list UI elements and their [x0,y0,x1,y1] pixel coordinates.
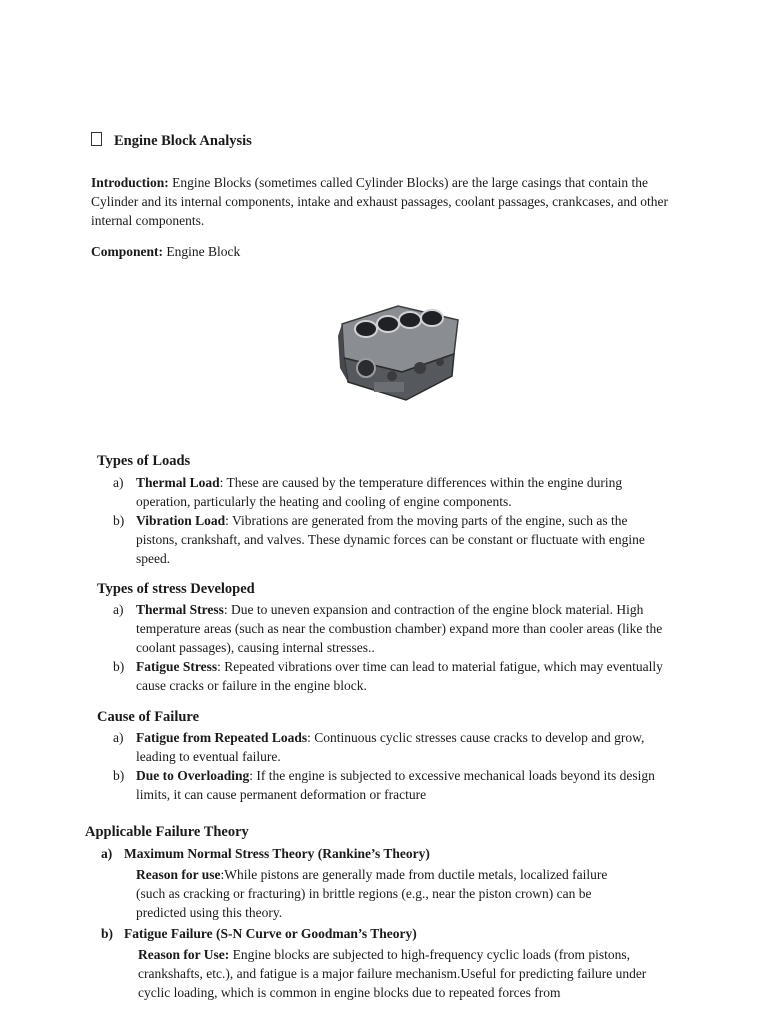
document-title [91,132,252,151]
types-of-stress-section [97,580,697,695]
cause-of-failure-heading: Cause of Failure [97,709,200,725]
checkbox-bullet-icon [91,132,102,146]
list-item-text: : Due to uneven expansion and contraction of the engine block material. High temperature areas (such as near the combustion chamber) expand more than cooler areas (like the coolant passages), causing internal stresses.. [136,602,663,655]
types-of-loads-heading: Types of Loads [97,453,191,469]
theory-list [85,844,705,863]
reason-label: Reason for Use: [138,947,230,962]
intro-text: Engine Blocks (sometimes called Cylinder Blocks) are the large casings that contain the Cylinder and its internal components, intake and exhaust passages, coolant passages, crankcases, and other internal components. [91,175,668,228]
list-item-text: : If the engine is subjected to excessive mechanical loads beyond its design limits, it can cause permanent deformation or fracture [136,768,655,802]
stress-list [97,600,697,695]
theory-item [85,924,705,943]
failure-list [97,728,717,804]
list-item-text: : Vibrations are generated from the moving parts of the engine, such as the pistons, crankshaft, and valves. These dynamic forces can be constant or fluctuate with engine speed. [136,513,645,566]
loads-list [97,473,697,568]
list-item-text: : Repeated vibrations over time can lead to material fatigue, which may eventually cause cracks or failure in the engine block. [136,659,663,693]
introduction-paragraph [91,173,671,230]
list-marker: a) [101,846,113,861]
list-marker: a) [113,730,124,745]
theory-item [85,844,705,863]
list-marker: a) [113,602,124,617]
intro-label: Introduction: [91,175,169,190]
list-item [97,600,664,657]
theory-reason [85,865,616,922]
engine-block-image [336,302,464,402]
list-marker: b) [113,513,125,528]
list-item-term: Fatigue Stress [136,659,218,674]
list-marker: b) [113,659,125,674]
failure-theory-heading: Applicable Failure Theory [85,824,249,840]
list-marker: b) [101,926,114,941]
component-value: Engine Block [166,244,241,259]
failure-theory-section [85,823,705,1002]
cause-of-failure-section [97,708,717,804]
list-item [97,766,676,804]
list-item-term: Due to Overloading [136,768,250,783]
theory-name: Maximum Normal Stress Theory (Rankine’s Theory) [124,846,430,861]
list-item [97,511,656,568]
title-text: Engine Block Analysis [114,133,252,149]
list-marker: a) [113,475,124,490]
component-paragraph [91,242,671,261]
list-item-term: Fatigue from Repeated Loads [136,730,308,745]
types-of-stress-heading: Types of stress Developed [97,581,255,597]
list-marker: b) [113,768,125,783]
list-item-term: Vibration Load [136,513,226,528]
list-item-term: Thermal Load [136,475,220,490]
list-item [97,473,666,511]
theory-name: Fatigue Failure (S-N Curve or Goodman’s Theory) [124,926,417,941]
list-item-text: : Continuous cyclic stresses cause cracks to develop and grow, leading to eventual failure. [136,730,645,764]
list-item [97,728,676,766]
theory-reason [85,945,654,1002]
types-of-loads-section [97,452,697,568]
reason-text: :While pistons are generally made from ductile metals, localized failure (such as cracking or fracturing) in brittle regions (e.g., near the piston crown) can be predicted using this theory. [136,867,608,920]
component-label: Component: [91,244,164,259]
theory-list-continued [85,924,705,943]
list-item [97,657,666,695]
reason-label: Reason for use [136,867,221,882]
reason-text: Engine blocks are subjected to high-frequency cyclic loads (from pistons, crankshafts, etc.), and fatigue is a major failure mechanism.Useful for predicting failure under cyclic loading, which is common in engine blocks due to repeated forces from [138,947,647,1000]
list-item-text: : These are caused by the temperature differences within the engine during operation, particularly the heating and cooling of engine components. [136,475,623,509]
list-item-term: Thermal Stress [136,602,224,617]
